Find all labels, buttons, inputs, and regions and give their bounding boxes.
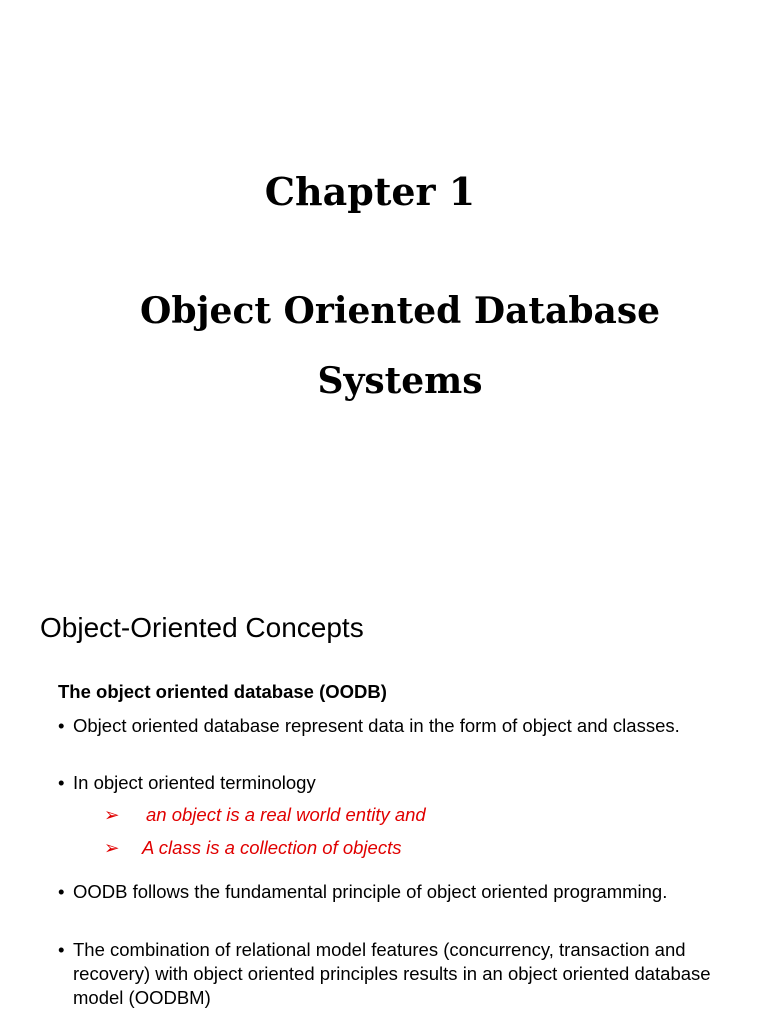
bullet-item (58, 880, 738, 904)
sub-bullet-item (104, 836, 401, 860)
slide-title-line-2: Systems (317, 360, 483, 402)
arrow-bullet-icon: ➢ (104, 837, 120, 858)
content-subheading: The object oriented database (OODB) (58, 681, 387, 702)
slide-title (0, 276, 768, 416)
bullet-item (58, 938, 738, 1010)
bullet-text: In object oriented terminology (73, 772, 316, 793)
bullet-text: The combination of relational model features (concurrency, transaction and recovery) with object oriented principles results in an object oriented database model (OODBM) (73, 939, 711, 1008)
sub-bullet-text: A class is a collection of objects (142, 837, 402, 858)
bullet-dot-icon: • (58, 881, 65, 902)
arrow-bullet-icon: ➢ (104, 804, 120, 825)
concepts-slide (0, 568, 768, 1024)
chapter-label: Chapter 1 (264, 169, 476, 214)
bullet-item (58, 771, 738, 795)
bullet-dot-icon: • (58, 939, 65, 960)
section-heading: Object-Oriented Concepts (40, 612, 364, 643)
bullet-dot-icon: • (58, 772, 65, 793)
bullet-text: OODB follows the fundamental principle of object oriented programming. (73, 881, 668, 902)
bullet-item (58, 714, 738, 738)
sub-bullet-text: an object is a real world entity and (146, 804, 426, 825)
sub-bullet-item (104, 803, 426, 827)
bullet-dot-icon: • (58, 715, 65, 736)
slide-title-line-1: Object Oriented Database (139, 290, 661, 332)
bullet-text: Object oriented database represent data in the form of object and classes. (73, 715, 680, 736)
